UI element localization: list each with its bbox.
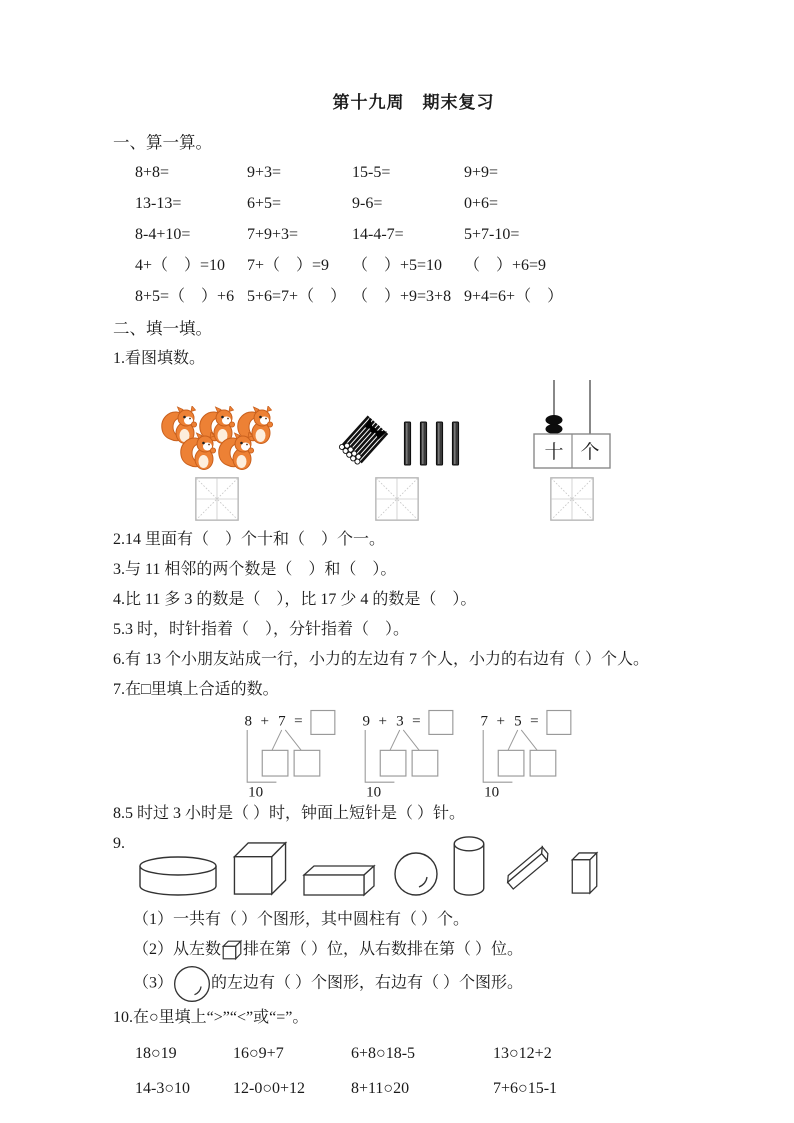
calc-item: 6+5= [247, 195, 282, 212]
question-8: 8.5 时过 3 小时是（ ）时，钟面上短针是（ ）针。 [113, 805, 466, 822]
compare-item: 18○19 [135, 1045, 177, 1062]
plus-sign: + [260, 713, 269, 730]
question-10-label: 10.在○里填上“>”“<”或“=”。 [113, 1009, 309, 1026]
compare-item: 6+8○18-5 [351, 1045, 416, 1062]
calc-item: 15-5= [352, 164, 391, 181]
bond-part-box-left[interactable] [498, 750, 524, 776]
compare-item: 7+6○15-1 [493, 1080, 558, 1097]
bond-part-box-right[interactable] [412, 750, 438, 776]
abacus-ones-label: 个 [580, 442, 600, 463]
bond-result-box[interactable] [429, 711, 453, 735]
calc-item: （ ）+9=3+8 [352, 288, 452, 305]
question-9-3-post: 的左边有（ ）个图形，右边有（ ）个图形。 [211, 974, 524, 992]
plus-sign: + [378, 713, 387, 730]
bond-base-ten: 10 [484, 784, 500, 799]
bond-addend-a: 9 [362, 713, 371, 730]
calc-item: 14-4-7= [352, 226, 404, 243]
calc-item: 8-4+10= [135, 226, 191, 243]
abacus-icon [532, 380, 612, 472]
question-9-2 [133, 935, 714, 965]
sticks-cluster [334, 414, 460, 472]
bond-base-ten: 10 [248, 784, 264, 799]
sticks-bundle-icon [334, 414, 396, 472]
squirrel-icon [215, 432, 255, 472]
compare-item: 16○9+7 [233, 1045, 284, 1062]
bond-addend-a: 8 [244, 713, 253, 730]
squirrels-cluster [158, 406, 276, 472]
sphere-icon [173, 965, 211, 1003]
cube-icon [231, 840, 289, 897]
number-bond-diagram [477, 707, 585, 799]
bond-addend-a: 7 [480, 713, 489, 730]
calc-item: 13-13= [135, 195, 182, 212]
bond-part-box-right[interactable] [294, 750, 320, 776]
calc-item: 7+9+3= [247, 226, 299, 243]
shapes-row [113, 835, 714, 897]
calc-item: 8+8= [135, 164, 170, 181]
question-9-2-post: 排在第（ ）位，从右数排在第（ ）位。 [243, 941, 524, 958]
calc-item: （ ）+6=9 [464, 257, 547, 274]
sphere-icon [393, 851, 439, 897]
cube-icon [221, 939, 243, 961]
compare-item: 12-0○0+12 [233, 1080, 306, 1097]
bond-result-box[interactable] [311, 711, 335, 735]
bond-part-box-right[interactable] [530, 750, 556, 776]
bond-addend-b: 7 [278, 713, 286, 730]
bond-addend-b: 5 [514, 713, 522, 730]
calc-item: 5+6=7+（ ） [247, 288, 347, 305]
number-bond-diagram [241, 707, 349, 799]
answer-grid-box[interactable] [195, 477, 239, 521]
calc-item: 9-6= [352, 195, 383, 212]
calc-item: 8+5=（ ）+6 [135, 288, 235, 305]
calc-grid [135, 164, 714, 306]
q1-label: 1.看图填数。 [113, 350, 206, 367]
bond-base-ten: 10 [366, 784, 382, 799]
section1-heading: 一、算一算。 [113, 133, 212, 152]
answer-grid-box[interactable] [375, 477, 419, 521]
question-5: 5.3 时，时针指着（ ），分针指着（ ）。 [113, 621, 410, 638]
calc-item: 0+6= [464, 195, 499, 212]
bond-result-box[interactable] [547, 711, 571, 735]
question-9-2-pre: （2）从左数 [133, 941, 222, 958]
bond-part-box-left[interactable] [262, 750, 288, 776]
long-cuboid-icon [302, 863, 380, 897]
calc-item: 9+3= [247, 164, 282, 181]
small-cuboid-icon [570, 850, 600, 897]
compare-item: 13○12+2 [493, 1045, 552, 1062]
calc-item: 4+（ ）=10 [135, 257, 226, 274]
question-9-3-pre: （3） [133, 974, 174, 992]
page-title: 第十九周 期末复习 [332, 93, 495, 112]
question-7-label: 7.在□里填上合适的数。 [113, 681, 279, 698]
calc-item: 5+7-10= [464, 226, 520, 243]
stick-icon [451, 421, 460, 466]
stick-icon [419, 421, 428, 466]
count-pictures-row [158, 380, 714, 521]
equals-sign: = [294, 713, 303, 730]
plus-sign: + [496, 713, 505, 730]
bond-addend-b: 3 [396, 713, 404, 730]
question-2: 2.14 里面有（ ）个十和（ ）个一。 [113, 531, 386, 548]
flat-cylinder-icon [138, 855, 218, 897]
squirrel-icon [177, 432, 217, 472]
calc-item: （ ）+5=10 [352, 257, 443, 274]
calc-item: 9+9= [464, 164, 499, 181]
number-bond-diagram [359, 707, 467, 799]
abacus-tens-label: 十 [544, 442, 564, 463]
compare-grid [135, 1045, 714, 1098]
compare-item: 14-3○10 [135, 1080, 190, 1097]
abacus-group [532, 380, 612, 521]
question-6: 6.有 13 个小朋友站成一行，小力的左边有 7 个人，小力的右边有（ ）个人。 [113, 651, 650, 668]
answer-grid-box[interactable] [550, 477, 594, 521]
slanted-cuboid-icon [499, 841, 557, 897]
stick-icon [403, 421, 412, 466]
stick-icon [435, 421, 444, 466]
compare-item: 8+11○20 [351, 1080, 410, 1097]
equals-sign: = [530, 713, 539, 730]
question-9-3 [133, 965, 714, 1003]
equals-sign: = [412, 713, 421, 730]
question-9-label: 9. [113, 835, 125, 852]
calc-item: 7+（ ）=9 [247, 257, 330, 274]
number-bonds-row [241, 707, 714, 799]
squirrels-group [158, 406, 276, 521]
bond-part-box-left[interactable] [380, 750, 406, 776]
question-9-1: （1）一共有（ ）个图形，其中圆柱有（ ）个。 [133, 911, 470, 928]
question-3: 3.与 11 相邻的两个数是（ ）和（ ）。 [113, 561, 397, 578]
calc-item: 9+4=6+（ ） [464, 288, 564, 305]
section2-heading: 二、填一填。 [113, 319, 212, 338]
sticks-group [334, 414, 460, 521]
tall-cylinder-icon [452, 836, 486, 897]
question-4: 4.比 11 多 3 的数是（ ），比 17 少 4 的数是（ ）。 [113, 591, 477, 608]
